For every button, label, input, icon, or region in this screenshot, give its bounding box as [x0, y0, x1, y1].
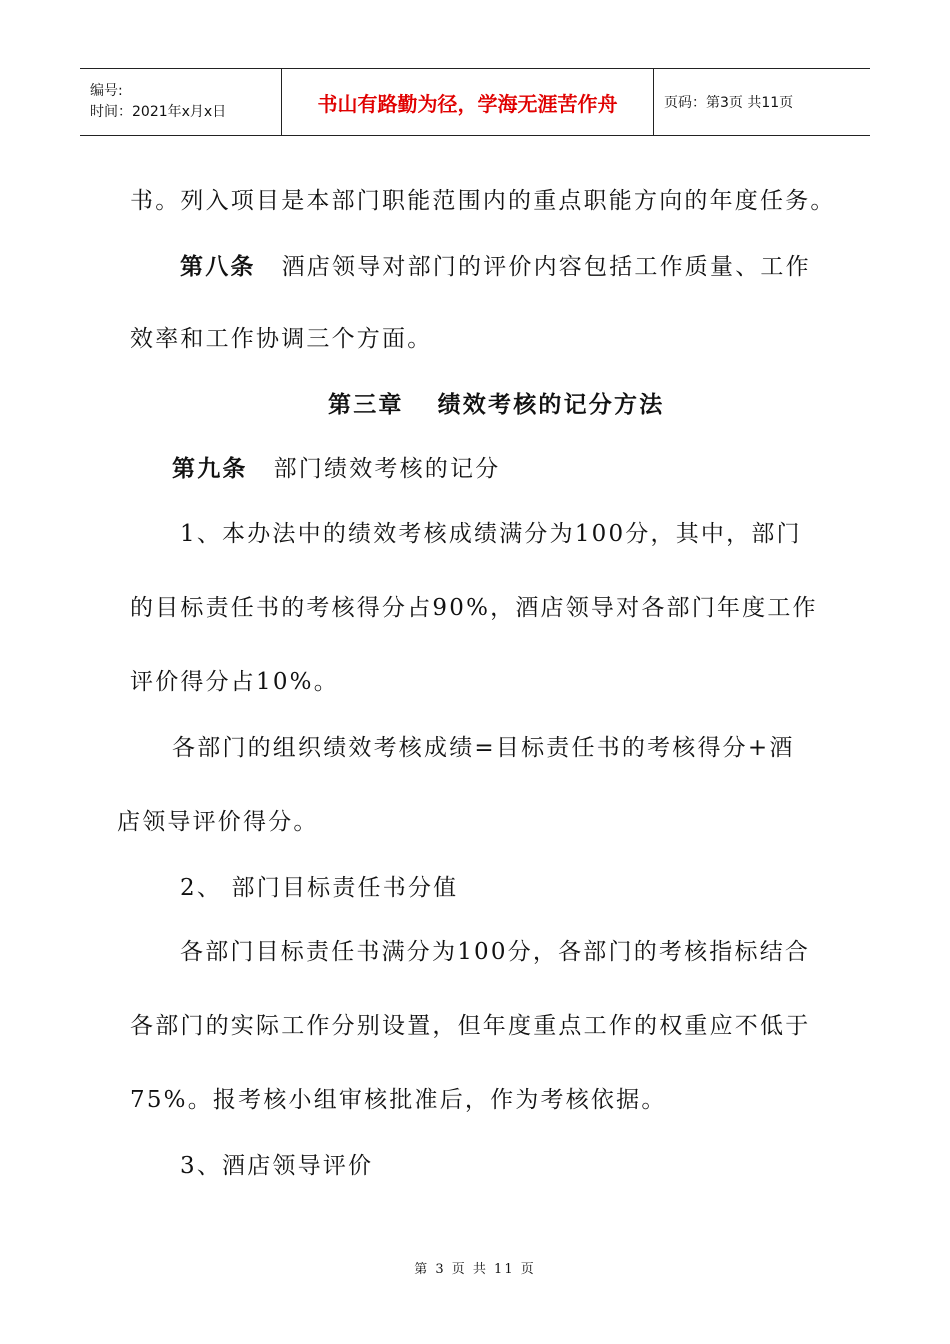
article-8-title: 第八条 [180, 253, 256, 280]
header-meta [80, 69, 282, 135]
paragraph-line: 各部门的组织绩效考核成绩=目标责任书的考核得分+酒 [172, 735, 795, 761]
article-9-title: 第九条 [172, 455, 248, 482]
paragraph-line: 各部门的实际工作分别设置，但年度重点工作的权重应不低于 [130, 1013, 811, 1039]
header-page-info: 页码：第3页 共11页 [664, 95, 794, 111]
list-item: 2、 部门目标责任书分值 [180, 875, 459, 901]
paragraph-line: 店领导评价得分。 [117, 809, 319, 835]
paragraph-line: 评价得分占10%。 [130, 669, 339, 695]
header-motto: 书山有路勤为径，学海无涯苦作舟 [282, 69, 654, 135]
article-8-text: 酒店领导对部门的评价内容包括工作质量、工作 [281, 254, 811, 280]
list-item: 3、酒店领导评价 [180, 1153, 374, 1179]
paragraph-line: 的目标责任书的考核得分占90%，酒店领导对各部门年度工作 [130, 595, 818, 621]
page-footer: 第 3 页 共 11 页 [414, 1262, 536, 1277]
paragraph-line: 效率和工作协调三个方面。 [130, 326, 433, 352]
paragraph-line: 1、本办法中的绩效考核成绩满分为100分，其中，部门 [180, 521, 802, 547]
article-9-text: 部门绩效考核的记分 [273, 456, 501, 482]
page-header [80, 68, 870, 136]
paragraph-line: 各部门目标责任书满分为100分，各部门的考核指标结合 [180, 939, 811, 965]
paragraph-line: 75%。报考核小组审核批准后，作为考核依据。 [130, 1087, 667, 1113]
paragraph-line: 书。列入项目是本部门职能范围内的重点职能方向的年度任务。 [130, 188, 836, 214]
document-number-label: 编号: [90, 83, 123, 99]
chapter-heading [328, 386, 664, 419]
chapter-title: 绩效考核的记分方法 [437, 391, 665, 418]
article-9 [172, 450, 500, 483]
article-8 [180, 248, 811, 281]
chapter-number: 第三章 [328, 391, 404, 418]
document-date: 时间：2021年x月x日 [90, 104, 227, 120]
